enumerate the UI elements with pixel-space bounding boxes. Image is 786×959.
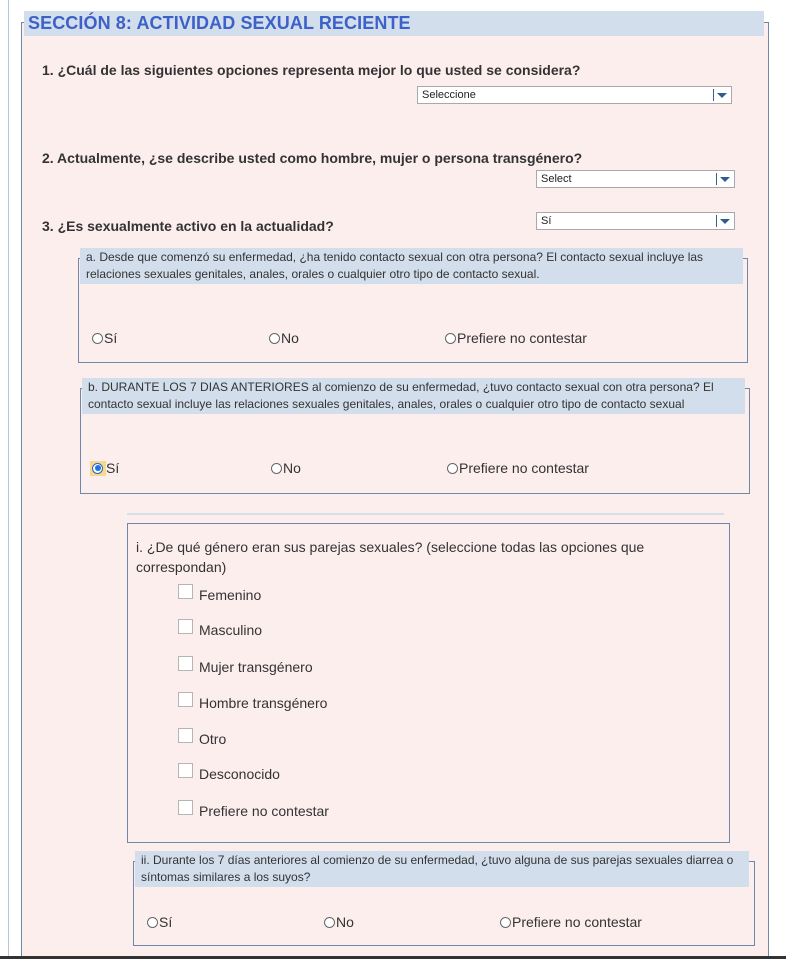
question-3b-label: b. DURANTE LOS 7 DIAS ANTERIORES al comienzo de su enfermedad, ¿tuvo contacto sexual con otra persona? El contacto sexual incluye las relaciones sexuales genitales, anales, orales o cualquier otro tipo de contacto sexual: [82, 378, 745, 414]
option-label: Sí: [104, 330, 118, 346]
question-3a-option-no[interactable]: [269, 330, 299, 346]
select-separator: [716, 173, 717, 185]
divider: [127, 513, 724, 515]
option-label: Sí: [159, 914, 173, 930]
question-3b-option-si[interactable]: [92, 460, 119, 476]
option-label: No: [281, 330, 299, 346]
question-3a-label: a. Desde que comenzó su enfermedad, ¿ha tenido contacto sexual con otra persona? El contacto sexual incluye las relaciones sexuales genitales, anales, orales o cualquier otro tipo de contacto sexual.: [80, 248, 743, 284]
checkbox[interactable]: [178, 619, 193, 634]
option-label: Sí: [106, 460, 120, 476]
select-separator: [716, 215, 717, 227]
radio-button[interactable]: [269, 333, 280, 344]
question-1-select[interactable]: [417, 86, 732, 104]
question-3b-i-label: i. ¿De qué género eran sus parejas sexuales? (seleccione todas las opciones que correspondan): [136, 539, 645, 575]
question-2-label: 2. Actualmente, ¿se describe usted como hombre, mujer o persona transgénero?: [42, 150, 583, 166]
option-label: No: [283, 460, 301, 476]
checkbox-mujer-transgenero[interactable]: [178, 659, 313, 675]
checkbox-label: Mujer transgénero: [199, 659, 313, 675]
checkbox-label: Femenino: [199, 587, 262, 603]
checkbox[interactable]: [178, 728, 193, 743]
question-2-select-value: Select: [541, 173, 572, 185]
question-3b-option-no[interactable]: [271, 460, 301, 476]
question-3a-option-si[interactable]: [92, 330, 117, 346]
checkbox[interactable]: [178, 584, 193, 599]
question-3-label: 3. ¿Es sexualmente activo en la actualidad?: [42, 218, 334, 234]
question-3b-ii-label: ii. Durante los 7 días anteriores al comienzo de su enfermedad, ¿tuvo alguna de sus parejas sexuales diarrea o síntomas similares a los suyos?: [135, 851, 749, 887]
option-label: Prefiere no contestar: [459, 460, 589, 476]
chevron-down-icon[interactable]: [717, 93, 727, 98]
question-2-select[interactable]: [536, 170, 735, 188]
question-3-select[interactable]: [536, 212, 735, 230]
radio-button[interactable]: [324, 917, 335, 928]
checkbox-label: Desconocido: [199, 766, 280, 782]
radio-button[interactable]: [147, 917, 158, 928]
option-label: Prefiere no contestar: [457, 330, 587, 346]
option-label: No: [336, 914, 354, 930]
checkbox-prefiere-no-contestar[interactable]: [178, 803, 329, 819]
radio-button[interactable]: [447, 463, 458, 474]
question-3b-ii-option-prefiere[interactable]: [500, 914, 642, 930]
chevron-down-icon[interactable]: [720, 177, 730, 182]
question-3b-option-prefiere[interactable]: [447, 460, 589, 476]
checkbox-masculino[interactable]: [178, 622, 262, 638]
question-3b-ii-option-si[interactable]: [147, 914, 172, 930]
checkbox-label: Hombre transgénero: [199, 695, 328, 711]
section-title: SECCIÓN 8: ACTIVIDAD SEXUAL RECIENTE: [24, 11, 764, 36]
chevron-down-icon[interactable]: [720, 219, 730, 224]
question-3-select-value: Sí: [541, 215, 552, 227]
checkbox-hombre-transgenero[interactable]: [178, 695, 327, 711]
question-1-label: 1. ¿Cuál de las siguientes opciones representa mejor lo que usted se considera?: [42, 62, 581, 78]
question-3b-ii-option-no[interactable]: [324, 914, 354, 930]
checkbox-desconocido[interactable]: [178, 766, 280, 782]
radio-button[interactable]: [500, 917, 511, 928]
focus-outline: [90, 461, 106, 476]
checkbox[interactable]: [178, 763, 193, 778]
option-label: Prefiere no contestar: [512, 914, 642, 930]
radio-button-selected[interactable]: [92, 463, 103, 474]
radio-button[interactable]: [445, 333, 456, 344]
checkbox-label: Masculino: [199, 622, 263, 638]
checkbox-label: Otro: [199, 731, 227, 747]
checkbox[interactable]: [178, 800, 193, 815]
checkbox-label: Prefiere no contestar: [199, 803, 329, 819]
checkbox[interactable]: [178, 692, 193, 707]
select-separator: [713, 89, 714, 101]
checkbox-femenino[interactable]: [178, 587, 261, 603]
checkbox-otro[interactable]: [178, 731, 226, 747]
question-3a-option-prefiere[interactable]: [445, 330, 587, 346]
radio-button[interactable]: [92, 333, 103, 344]
radio-button[interactable]: [271, 463, 282, 474]
fieldset-corner: [764, 22, 769, 23]
question-1-select-value: Seleccione: [422, 89, 476, 101]
checkbox[interactable]: [178, 656, 193, 671]
page-left-border: [8, 0, 9, 959]
